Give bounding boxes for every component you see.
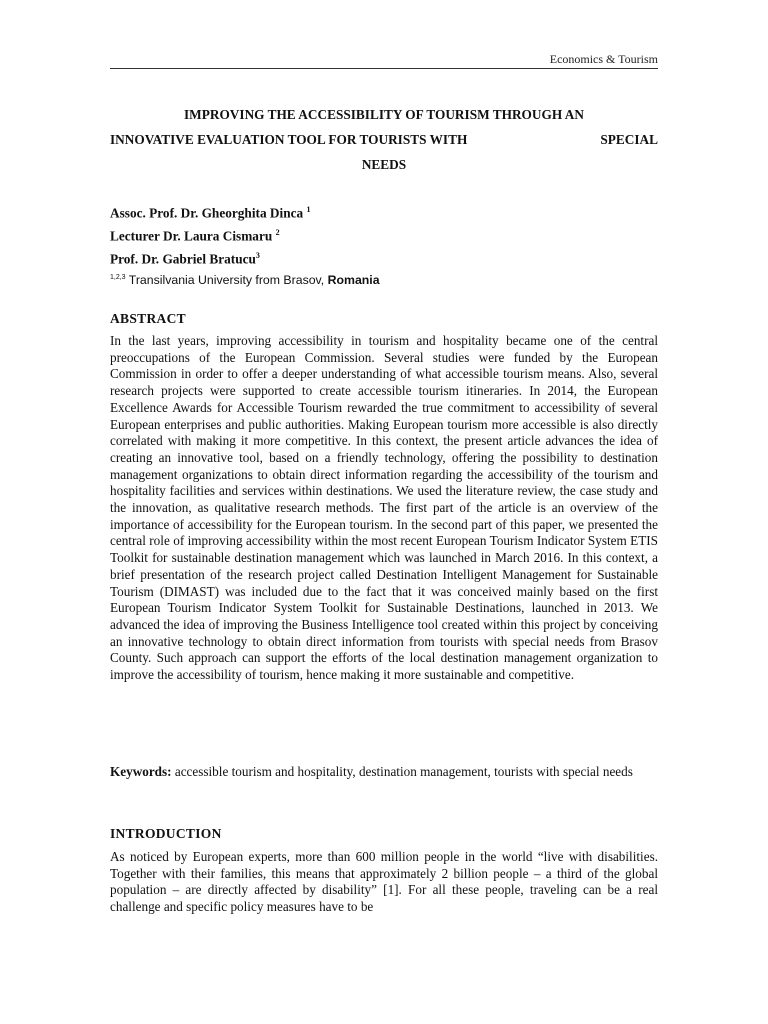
author-1 bbox=[110, 200, 658, 223]
keywords bbox=[110, 764, 658, 781]
title-line-2 bbox=[110, 127, 658, 152]
header-rule bbox=[110, 68, 658, 69]
author-name: Lecturer Dr. Laura Cismaru bbox=[110, 228, 273, 244]
abstract-heading: ABSTRACT bbox=[110, 311, 186, 326]
title-line-2-right: SPECIAL bbox=[600, 132, 658, 147]
author-block bbox=[110, 200, 658, 289]
affiliation-marker: 1,2,3 bbox=[110, 274, 126, 281]
running-header: Economics & Tourism bbox=[549, 52, 658, 66]
affiliation-text: Transilvania University from Brasov, bbox=[125, 273, 328, 288]
affiliation bbox=[110, 269, 658, 289]
author-name: Assoc. Prof. Dr. Gheorghita Dinca bbox=[110, 205, 304, 221]
paper-title bbox=[110, 102, 658, 177]
author-name: Prof. Dr. Gabriel Bratucu bbox=[110, 251, 256, 267]
title-line-2-left: INNOVATIVE EVALUATION TOOL FOR TOURISTS WITH bbox=[110, 132, 468, 147]
author-affil-marker: 1 bbox=[306, 205, 311, 214]
author-affil-marker: 2 bbox=[275, 228, 280, 237]
introduction-heading: INTRODUCTION bbox=[110, 826, 222, 841]
keywords-label: Keywords: bbox=[110, 764, 172, 779]
author-affil-marker: 3 bbox=[255, 251, 260, 260]
author-2 bbox=[110, 223, 658, 246]
introduction-text: As noticed by European experts, more than 600 million people in the world “live with disabilities. Together with their families, this means that approximately 2 billion people – a third of the global population – are directly affected by disability” [1]. For all these people, traveling can be a real challenge and specific policy measures have to be bbox=[110, 849, 658, 915]
title-line-3: NEEDS bbox=[361, 157, 407, 172]
affiliation-country: Romania bbox=[327, 273, 380, 288]
title-line-1: IMPROVING THE ACCESSIBILITY OF TOURISM THROUGH AN bbox=[184, 107, 584, 122]
keywords-text: accessible tourism and hospitality, destination management, tourists with special needs bbox=[171, 764, 633, 779]
author-3 bbox=[110, 246, 658, 269]
abstract-text: In the last years, improving accessibility in tourism and hospitality became one of the central preoccupations of the European Commission. Several studies were funded by the European Commission in order to offer a deeper understanding of what accessible tourism means. Also, several research projects were supported to create accessible tourism itineraries. In 2014, the European Excellence Awards for Accessible Tourism rewarded the true commitment to accessibility of several European enterprises and public authorities. Making European tourism more accessible is also directly correlated with making it more competitive. In this context, the present article advances the idea of creating an innovative tool, based on a friendly technology, offering the possibility to destination management organizations to obtain direct information regarding the accessibility of the tourism and hospitality facilities and services within destinations. We used the literature review, the case study and the innovation, as qualitative research methods. The first part of the article is an overview of the importance of accessibility for the European tourism. In the second part of this paper, we presented the central role of improving accessibility within the most recent European Tourism Indicator System ETIS Toolkit for sustainable destination management which was launched in March 2016. In this context, a brief presentation of the research project called Destination Intelligent Management for Sustainable Tourism (DIMAST) was included due to the fact that it was conceived mainly based on the first European Tourism Indicator System Toolkit for Sustainable Destinations, launched in 2013. We advanced the idea of improving the Business Intelligence tool created within this project by conceiving an innovative technology to obtain direct information from tourists with special needs from Brasov County. Such approach can support the efforts of the local destination management organization to improve the accessibility of tourism, hence making it more sustainable and competitive. bbox=[110, 333, 658, 683]
